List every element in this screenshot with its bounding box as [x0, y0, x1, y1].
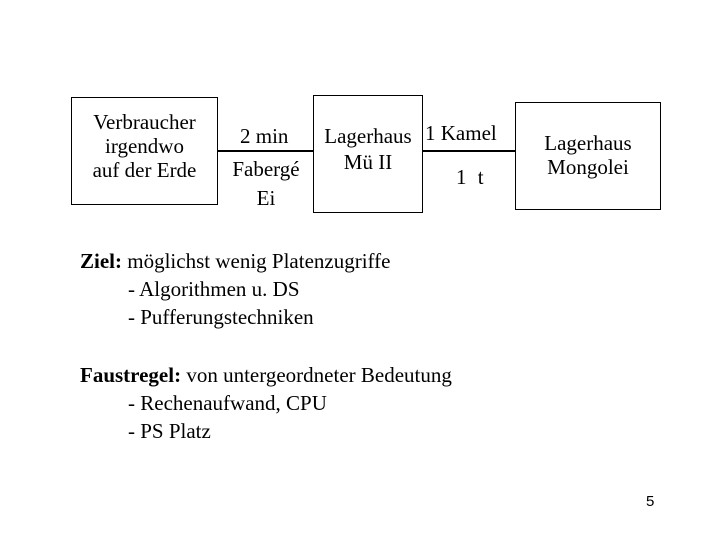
consumer-line-3: auf der Erde [92, 158, 197, 182]
warehouse-munich-line-2: Mü II [343, 150, 393, 174]
link-left-bottom-line-2: Ei [256, 186, 276, 210]
connector-right [423, 150, 515, 152]
warehouse-mongolia-line-2: Mongolei [547, 155, 629, 179]
rule-text: von untergeordneter Bedeutung [181, 363, 452, 387]
rule-label: Faustregel: [80, 363, 182, 387]
link-left-bottom-label [222, 157, 310, 210]
link-right-top-label: 1 Kamel [425, 121, 497, 145]
link-left-bottom-line-1: Fabergé [232, 157, 300, 181]
rule-heading [80, 362, 452, 389]
goal-label: Ziel: [80, 249, 122, 273]
consumer-line-2: irgendwo [105, 134, 184, 158]
goal-text: möglichst wenig Platenzugriffe [122, 249, 391, 273]
goal-item: - Algorithmen u. DS [128, 277, 300, 301]
warehouse-munich-label [308, 124, 428, 174]
warehouse-mongolia-label [515, 131, 661, 179]
consumer-line-1: Verbraucher [93, 110, 196, 134]
goal-heading [80, 248, 390, 275]
rule-item: - PS Platz [128, 419, 211, 443]
link-right-bottom-label: 1 t [456, 165, 487, 189]
warehouse-munich-line-1: Lagerhaus [324, 124, 412, 148]
consumer-label [71, 110, 218, 182]
warehouse-mongolia-line-1: Lagerhaus [544, 131, 632, 155]
link-left-top-label: 2 min [240, 124, 289, 148]
connector-left [218, 150, 313, 152]
rule-item: - Rechenaufwand, CPU [128, 391, 327, 415]
goal-item: - Pufferungstechniken [128, 305, 314, 329]
page-number: 5 [646, 493, 655, 510]
